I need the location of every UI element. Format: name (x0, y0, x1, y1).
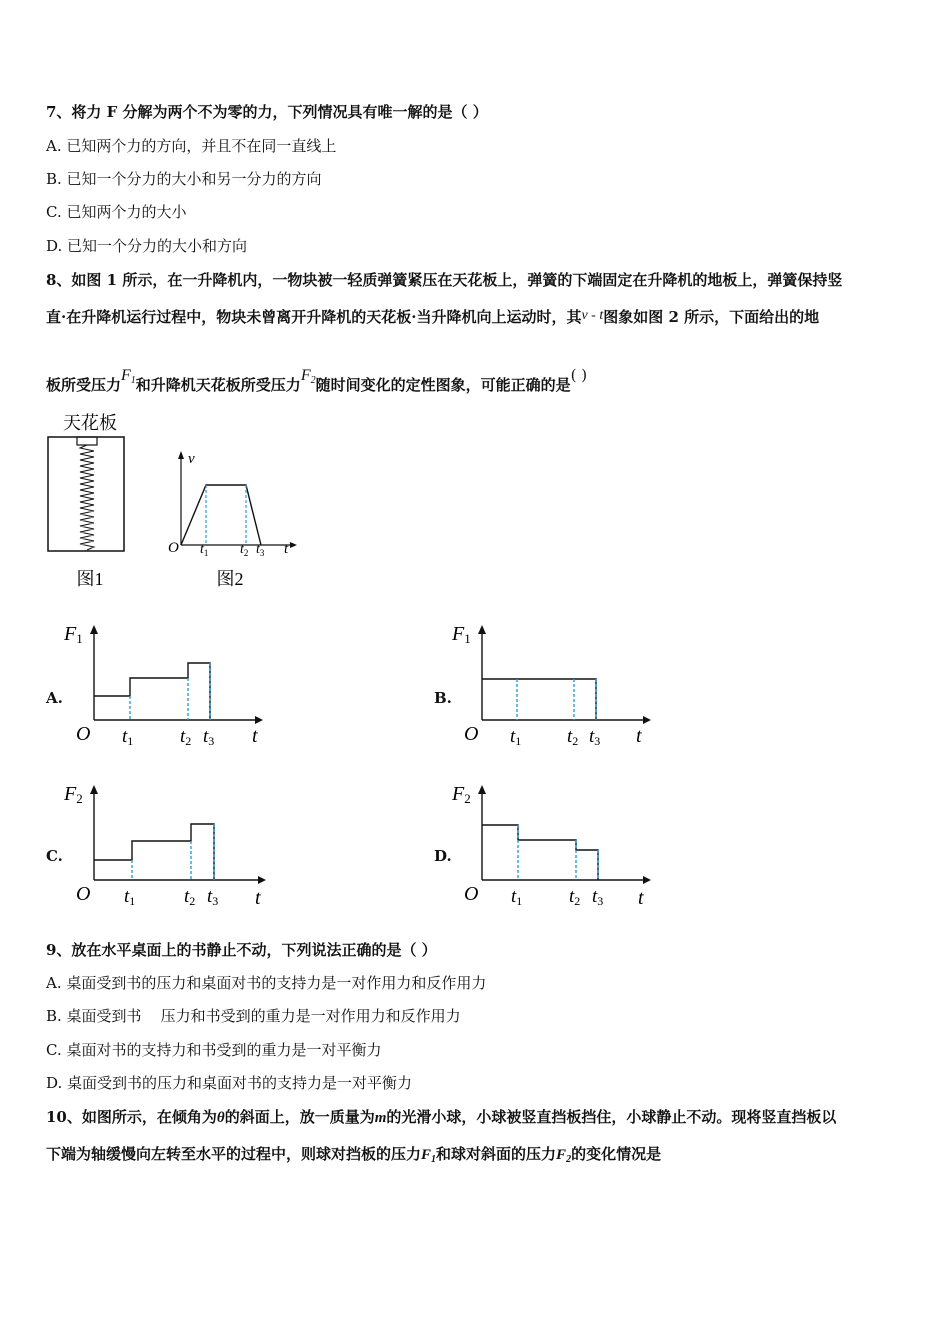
q10-f1-symbol: $F_1$ (421, 1147, 437, 1165)
svg-text:t1: t1 (124, 886, 136, 908)
svg-text:O: O (464, 883, 479, 905)
q7-option-d: D. 已知一个分力的大小和方向 (46, 237, 248, 255)
q10-m-symbol: m (374, 1110, 387, 1126)
block (77, 437, 97, 445)
svg-text:t1: t1 (511, 886, 523, 908)
svg-text:O: O (76, 723, 91, 745)
q7-option-c: C. 已知两个力的大小 (46, 203, 187, 221)
fig2-t3: $t_3$ (256, 542, 265, 558)
q10-line1: 10、如图所示，在倾角为θ的斜面上，放一质量为m的光滑小球，小球被竖直挡板挡住，小球静止不动。现将竖直挡板以 (46, 1108, 837, 1126)
q8-graph-a (60, 618, 275, 748)
svg-text:t1: t1 (122, 726, 134, 748)
q8-option-a-label: A. (46, 689, 63, 707)
q8-option-c-label: C. (46, 847, 63, 865)
q8-f2-symbol: $F_2$ (300, 367, 316, 386)
graph-b-ylabel: F1 (452, 623, 471, 646)
figure-2-vt-graph (160, 445, 300, 595)
svg-text:t2: t2 (569, 886, 581, 908)
svg-text:t3: t3 (589, 726, 601, 748)
q10-line2: 下端为轴缓慢向左转至水平的过程中，则球对挡板的压力$F_1$和球对斜面的压力$F_2$的变化情况是 (46, 1145, 662, 1165)
svg-text:t: t (638, 887, 644, 908)
q10-theta-symbol: θ (216, 1110, 225, 1126)
svg-text:t1: t1 (510, 726, 522, 748)
graph-d-ylabel: F2 (452, 783, 471, 806)
fig2-vt-curve (181, 485, 261, 545)
graph-c-ylabel: F2 (64, 783, 83, 806)
fig2-t1: $t_1$ (200, 542, 209, 558)
q8-graph-c (60, 778, 275, 908)
q7-stem: 7、将力 F 分解为两个不为零的力，下列情况具有唯一解的是（ ） (46, 103, 488, 121)
svg-text:t: t (252, 725, 258, 747)
figure-1-elevator (40, 405, 140, 595)
svg-text:t3: t3 (207, 886, 219, 908)
q9-option-d: D. 桌面受到书的压力和桌面对书的支持力是一对平衡力 (46, 1074, 413, 1092)
q8-graph-b (448, 618, 663, 748)
q9-option-c: C. 桌面对书的支持力和书受到的重力是一对平衡力 (46, 1041, 382, 1059)
spring (80, 445, 94, 550)
q8-line3 (46, 360, 587, 400)
q8-vt-symbol: v - t (581, 308, 604, 323)
svg-text:t2: t2 (567, 726, 579, 748)
q8-line3-c: 随时间变化的定性图象，可能正确的是 (315, 376, 571, 394)
q8-line1: 8、如图 1 所示，在一升降机内，一物块被一轻质弹簧紧压在天花板上，弹簧的下端固定在升降机的地板上，弹簧保持竖 (46, 271, 843, 289)
svg-text:t2: t2 (184, 886, 196, 908)
svg-text:O: O (464, 723, 479, 745)
fig1-caption: 图1 (76, 569, 104, 589)
fig2-t2: $t_2$ (240, 542, 249, 558)
q9-option-a: A. 桌面受到书的压力和桌面对书的支持力是一对作用力和反作用力 (46, 974, 487, 992)
fig2-caption: 图2 (216, 569, 244, 589)
q8-line2-a: 直·在升降机运行过程中，物块未曾离开升降机的天花板·当升降机向上运动时，其 (46, 308, 582, 326)
q8-option-b-label: B. (434, 689, 452, 707)
q7-option-b: B. 已知一个分力的大小和另一分力的方向 (46, 170, 322, 188)
fig1-title: 天花板 (63, 413, 117, 433)
q8-f1-symbol: $F_1$ (121, 367, 136, 386)
svg-text:t3: t3 (203, 726, 215, 748)
svg-text:t: t (636, 725, 642, 747)
q8-answer-paren: ( ) (570, 366, 588, 384)
q8-line2-b: 图象如图 2 所示，下面给出的地 (603, 308, 820, 326)
elevator-box (48, 437, 124, 551)
fig2-t-label: t (284, 541, 289, 557)
q10-f2-symbol: $F_2$ (556, 1147, 572, 1165)
q8-option-d-label: D. (434, 847, 452, 865)
svg-text:t2: t2 (180, 726, 192, 748)
svg-text:t: t (255, 887, 261, 908)
fig2-origin: O (168, 540, 179, 556)
q9-option-b: B. 桌面受到书 压力和书受到的重力是一对作用力和反作用力 (46, 1007, 461, 1025)
svg-text:t3: t3 (592, 886, 604, 908)
q7-option-a: A. 已知两个力的方向，并且不在同一直线上 (46, 137, 337, 155)
q8-line3-a: 板所受压力 (46, 376, 122, 394)
svg-text:O: O (76, 883, 91, 905)
q8-graph-d (448, 778, 663, 908)
q9-stem: 9、放在水平桌面上的书静止不动，下列说法正确的是（ ） (46, 941, 437, 959)
q8-line2 (46, 306, 819, 327)
fig2-v-label: v (188, 451, 195, 467)
q8-line3-b: 和升降机天花板所受压力 (135, 376, 301, 394)
graph-a-ylabel: F1 (64, 623, 83, 646)
